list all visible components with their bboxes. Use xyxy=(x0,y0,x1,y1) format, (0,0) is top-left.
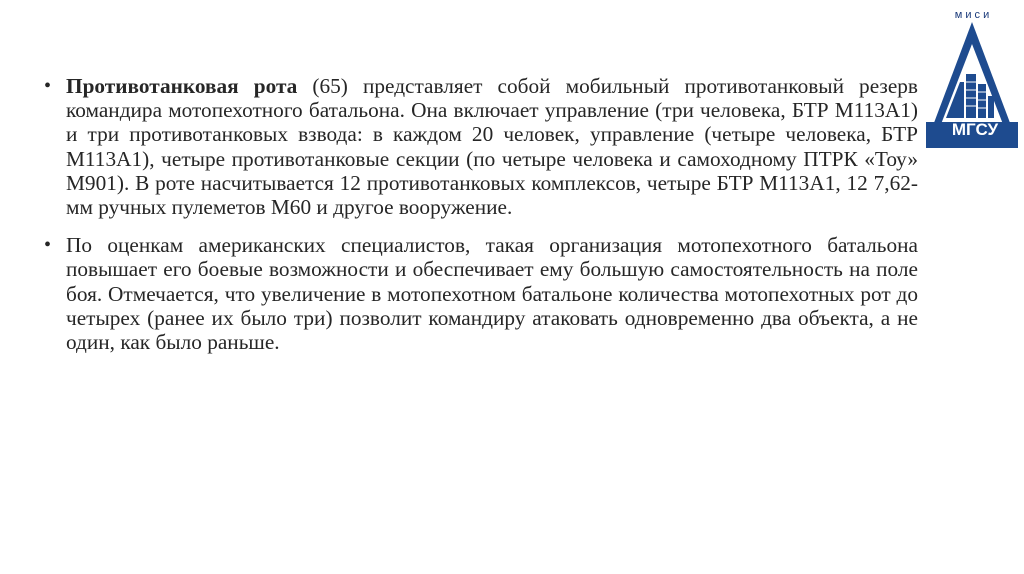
bullet-text xyxy=(66,74,918,219)
logo-top-text: м и с и xyxy=(954,9,990,21)
bullet-item xyxy=(44,74,918,219)
bullet-item xyxy=(44,233,918,354)
bullet-dot-icon: • xyxy=(44,75,52,97)
bullet-dot-icon: • xyxy=(44,234,52,257)
bullet-bold-lead: Противотанковая рота xyxy=(66,74,298,98)
bullet-body: (65) представляет собой мобильный противотанковый резерв командира мотопехотного батальона. Она включает управление (три человека, БТР М113А1) и три противотанковых взвода: в каждом 20 человек, управление (четыре человека, БТР М113А1), четыре противотанковые секции (по четыре человека и самоходному ПТРК «Тоу» М901). В роте насчитывается 12 противотанковых комплексов, четыре БТР М113А1, 12 7,62-мм ручных пулеметов М60 и другое вооружение. xyxy=(66,74,918,220)
logo-bottom-text: МГСУ xyxy=(951,120,999,139)
mgsu-logo xyxy=(926,6,1018,148)
bullet-body: По оценкам американских специалистов, такая организация мотопехотного батальона повышает его боевые возможности и обеспечивает ему большую самостоятельность на поле боя. Отмечается, что увеличение в мотопехотном батальоне количества мотопехотных рот до четырех (ранее их было три) позволит командиру атаковать одновременно два объекта, а не один, как было раньше. xyxy=(66,233,918,355)
slide-body xyxy=(44,74,918,368)
bullet-text xyxy=(66,233,918,354)
